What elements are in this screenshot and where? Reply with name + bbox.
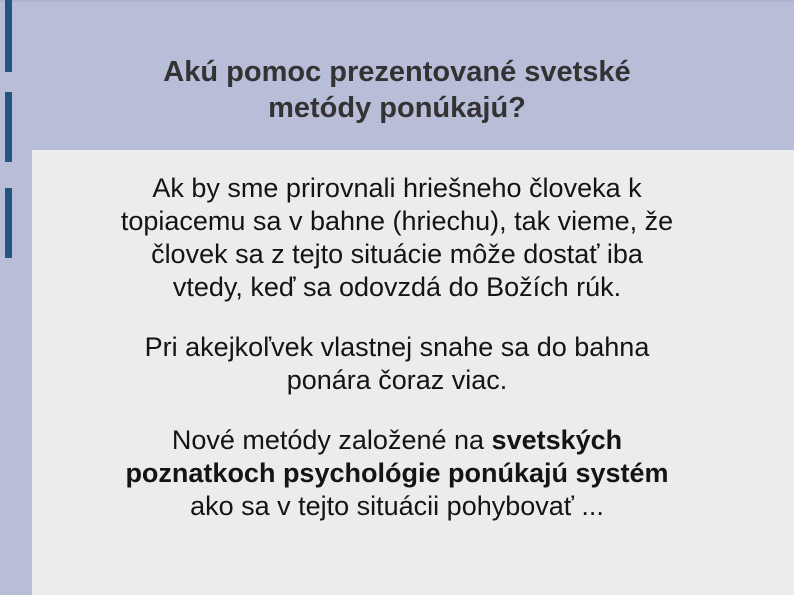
text-line: Ak by sme prirovnali hriešneho človeka k: [152, 173, 642, 203]
paragraph-1: [47, 172, 747, 304]
text-line: vtedy, keď sa odovzdá do Božích rúk.: [172, 272, 622, 302]
slide-title: [0, 54, 794, 126]
text-line: topiacemu sa v bahne (hriechu), tak vieme, že: [120, 206, 674, 236]
text-line-bold: poznatkoch psychológie ponúkajú systém: [125, 458, 669, 488]
text-line: človek sa z tejto situácie môže dostať iba: [151, 239, 643, 269]
paragraph-2: [47, 331, 747, 397]
slide-title-line: Akú pomoc prezentované svetské: [163, 56, 631, 88]
text-normal: Nové metódy založené na: [171, 425, 492, 455]
text-line: Pri akejkoľvek vlastnej snahe sa do bahna: [144, 332, 650, 362]
text-line: [47, 424, 747, 457]
slide-body: [0, 172, 794, 523]
text-line: ponára čoraz viac.: [286, 365, 508, 395]
slide-title-line: metódy ponúkajú?: [268, 92, 526, 124]
paragraph-3: [47, 424, 747, 523]
top-edge: [0, 0, 794, 2]
text-bold: svetských: [491, 425, 623, 455]
text-line: ako sa v tejto situácii pohybovať ...: [190, 491, 604, 521]
